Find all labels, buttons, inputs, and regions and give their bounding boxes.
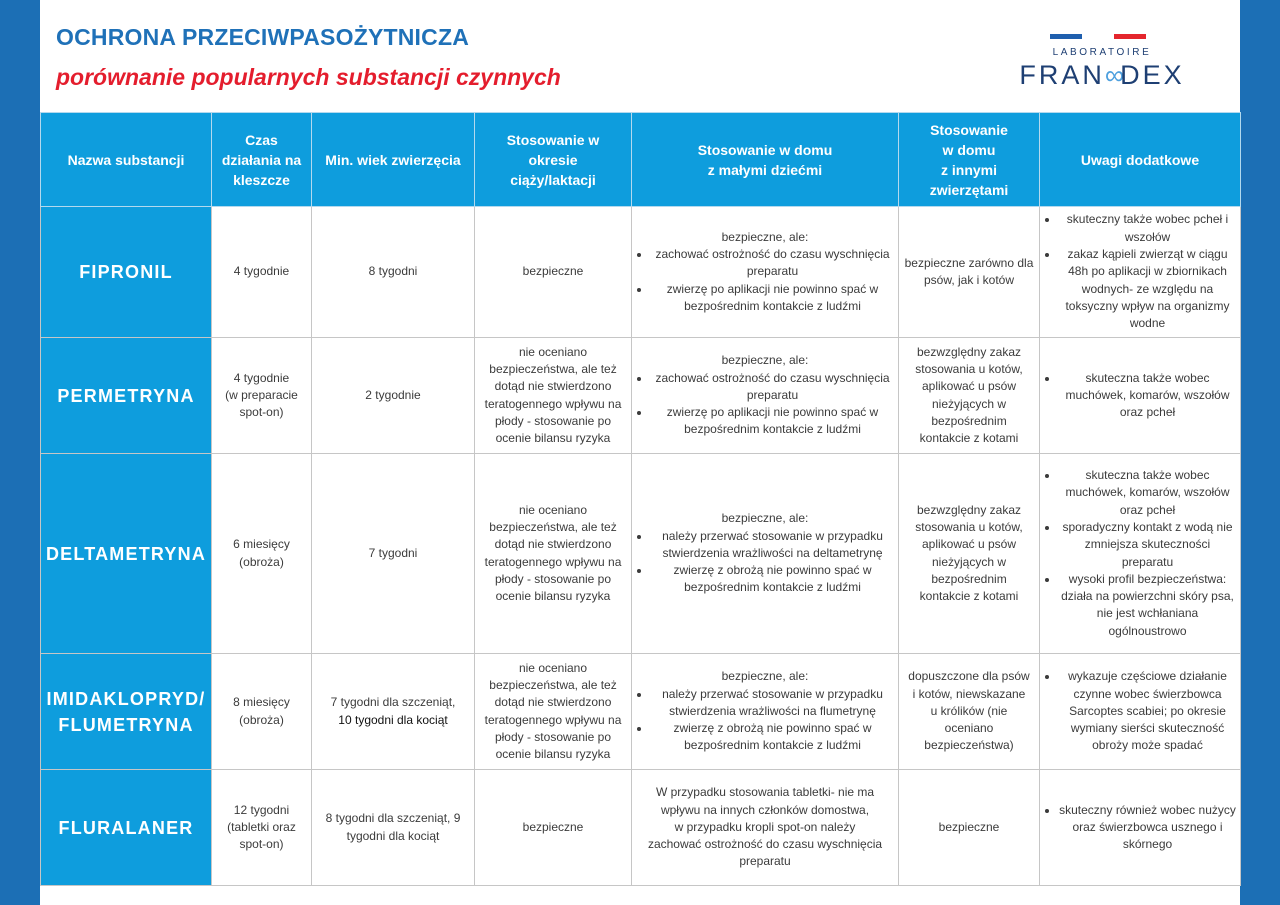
list-item: • zachować ostrożność do czasu wyschnięcia preparatu (651, 370, 894, 405)
substance-name: IMIDAKLOPRYD/ FLUMETRYNA (41, 654, 212, 770)
min-age-cell: 2 tygodnie (312, 338, 475, 454)
children-cell (632, 654, 899, 770)
min-age-cell: 8 tygodni (312, 207, 475, 338)
other-animals-cell: bezpieczne zarówno dla psów, jak i kotów (899, 207, 1040, 338)
min-age-kittens: 10 tygodni dla kociąt (338, 712, 448, 727)
column-header-children: Stosowanie w domu z małymi dziećmi (632, 113, 899, 207)
tick-duration-cell: 8 miesięcy (obroża) (212, 654, 312, 770)
list-item: • należy przerwać stosowanie w przypadku stwierdzenia wrażliwości na flumetrynę (651, 686, 894, 721)
list-item: • zwierzę po aplikacji nie powinno spać w bezpośrednim kontakcie z ludźmi (651, 404, 894, 439)
logo-laboratoire-text: LABORATOIRE (1052, 47, 1152, 58)
pregnancy-cell: bezpieczne (475, 207, 632, 338)
other-animals-cell: dopuszczone dla psów i kotów, niewskazane u królików (nie oceniano bezpieczeństwa) (899, 654, 1040, 770)
list-item: • skuteczna także wobec muchówek, komarów, wszołów oraz pcheł (1059, 370, 1236, 422)
other-animals-cell: bezwzględny zakaz stosowania u kotów, aplikować u psów nieżyjących w bezpośrednim kontakcie z kotami (899, 338, 1040, 454)
document-subtitle: porównanie popularnych substancji czynnych (56, 64, 561, 90)
list-item: • zachować ostrożność do czasu wyschnięcia preparatu (651, 246, 894, 281)
other-animals-cell: bezwzględny zakaz stosowania u kotów, aplikować u psów nieżyjących w bezpośrednim kontakcie z kotami (899, 454, 1040, 654)
children-intro: bezpieczne, ale: (721, 229, 809, 244)
list-item: • należy przerwać stosowanie w przypadku stwierdzenia wrażliwości na deltametrynę (651, 528, 894, 563)
list-item: • zakaz kąpieli zwierząt w ciągu 48h po aplikacji w zbiornikach wodnych- ze względu na toksyczny wpływ na organizmy wodne (1059, 246, 1236, 332)
pregnancy-cell: bezpieczne (475, 770, 632, 886)
substance-name: PERMETRYNA (41, 338, 212, 454)
substance-name: FIPRONIL (41, 207, 212, 338)
francodex-logo (992, 30, 1212, 92)
children-intro: bezpieczne, ale: (721, 511, 809, 526)
list-item: • zwierzę z obrożą nie powinno spać w bezpośrednim kontakcie z ludźmi (651, 720, 894, 755)
notes-cell (1040, 770, 1241, 886)
logo-brand-text: FRAN∞DEX (1019, 60, 1185, 90)
pregnancy-cell: nie oceniano bezpieczeństwa, ale też dotąd nie stwierdzono teratogennego wpływu na płody - stosowanie po ocenie bilansu ryzyka (475, 338, 632, 454)
list-item: • sporadyczny kontakt z wodą nie zmniejsza skuteczności preparatu (1059, 519, 1236, 571)
column-header-notes: Uwagi dodatkowe (1040, 113, 1241, 207)
comparison-table (40, 112, 1241, 886)
table-row (41, 770, 1241, 886)
min-age-cell: 7 tygodni (312, 454, 475, 654)
table-row (41, 207, 1241, 338)
notes-cell (1040, 207, 1241, 338)
list-item: • skuteczna także wobec muchówek, komarów, wszołów oraz pcheł (1059, 467, 1236, 519)
children-cell (632, 207, 899, 338)
pregnancy-cell: nie oceniano bezpieczeństwa, ale też dotąd nie stwierdzono teratogennego wpływu na płody - stosowanie po ocenie bilansu ryzyka (475, 454, 632, 654)
tick-duration-cell: 4 tygodnie (w preparacie spot-on) (212, 338, 312, 454)
list-item: • wykazuje częściowe działanie czynne wobec świerzbowca Sarcoptes scabiei; po okresie wymiany sierści skuteczność obroży może spadać (1059, 668, 1236, 754)
document-title: OCHRONA PRZECIWPASOŻYTNICZA (56, 24, 469, 50)
notes-cell (1040, 654, 1241, 770)
table-row (41, 454, 1241, 654)
column-header-other-animals: Stosowanie w domu z innymi zwierzętami (899, 113, 1040, 207)
column-header-pregnancy: Stosowanie w okresie ciąży/laktacji (475, 113, 632, 207)
tick-duration-cell: 6 miesięcy (obroża) (212, 454, 312, 654)
substance-name: FLURALANER (41, 770, 212, 886)
min-age-cell (312, 654, 475, 770)
column-header-min-age: Min. wiek zwierzęcia (312, 113, 475, 207)
document-sheet (40, 0, 1240, 905)
list-item: • wysoki profil bezpieczeństwa: działa na powierzchni skóry psa, nie jest wchłaniana ogólnoustrowo (1059, 571, 1236, 640)
notes-cell (1040, 454, 1241, 654)
children-cell (632, 338, 899, 454)
logo-flag-stripe (1050, 34, 1146, 39)
notes-cell (1040, 338, 1241, 454)
column-header-tick-duration: Czas działania na kleszcze (212, 113, 312, 207)
column-header-substance: Nazwa substancji (41, 113, 212, 207)
pregnancy-cell: nie oceniano bezpieczeństwa, ale też dotąd nie stwierdzono teratogennego wpływu na płody - stosowanie po ocenie bilansu ryzyka (475, 654, 632, 770)
children-cell: W przypadku stosowania tabletki- nie ma wpływu na innych członków domostwa, w przypadku kropli spot-on należy zachować ostrożność do czasu wyschnięcia preparatu (632, 770, 899, 886)
tick-duration-cell: 12 tygodni (tabletki oraz spot-on) (212, 770, 312, 886)
min-age-cell: 8 tygodni dla szczeniąt, 9 tygodni dla kociąt (312, 770, 475, 886)
document-header (40, 0, 1240, 112)
list-item: • zwierzę po aplikacji nie powinno spać w bezpośrednim kontakcie z ludźmi (651, 281, 894, 316)
other-animals-cell: bezpieczne (899, 770, 1040, 886)
list-item: • skuteczny także wobec pcheł i wszołów (1059, 211, 1236, 246)
tick-duration-cell: 4 tygodnie (212, 207, 312, 338)
infinity-icon: ∞ (1104, 60, 1121, 90)
min-age-puppies: 7 tygodni dla szczeniąt, (330, 695, 456, 710)
children-intro: bezpieczne, ale: (721, 669, 809, 684)
list-item: • zwierzę z obrożą nie powinno spać w bezpośrednim kontakcie z ludźmi (651, 562, 894, 597)
substance-name: DELTAMETRYNA (41, 454, 212, 654)
list-item: • skuteczny również wobec nużycy oraz świerzbowca usznego i skórnego (1059, 802, 1236, 854)
table-row (41, 338, 1241, 454)
children-intro: bezpieczne, ale: (721, 353, 809, 368)
table-header-row (41, 113, 1241, 207)
table-row (41, 654, 1241, 770)
children-cell (632, 454, 899, 654)
